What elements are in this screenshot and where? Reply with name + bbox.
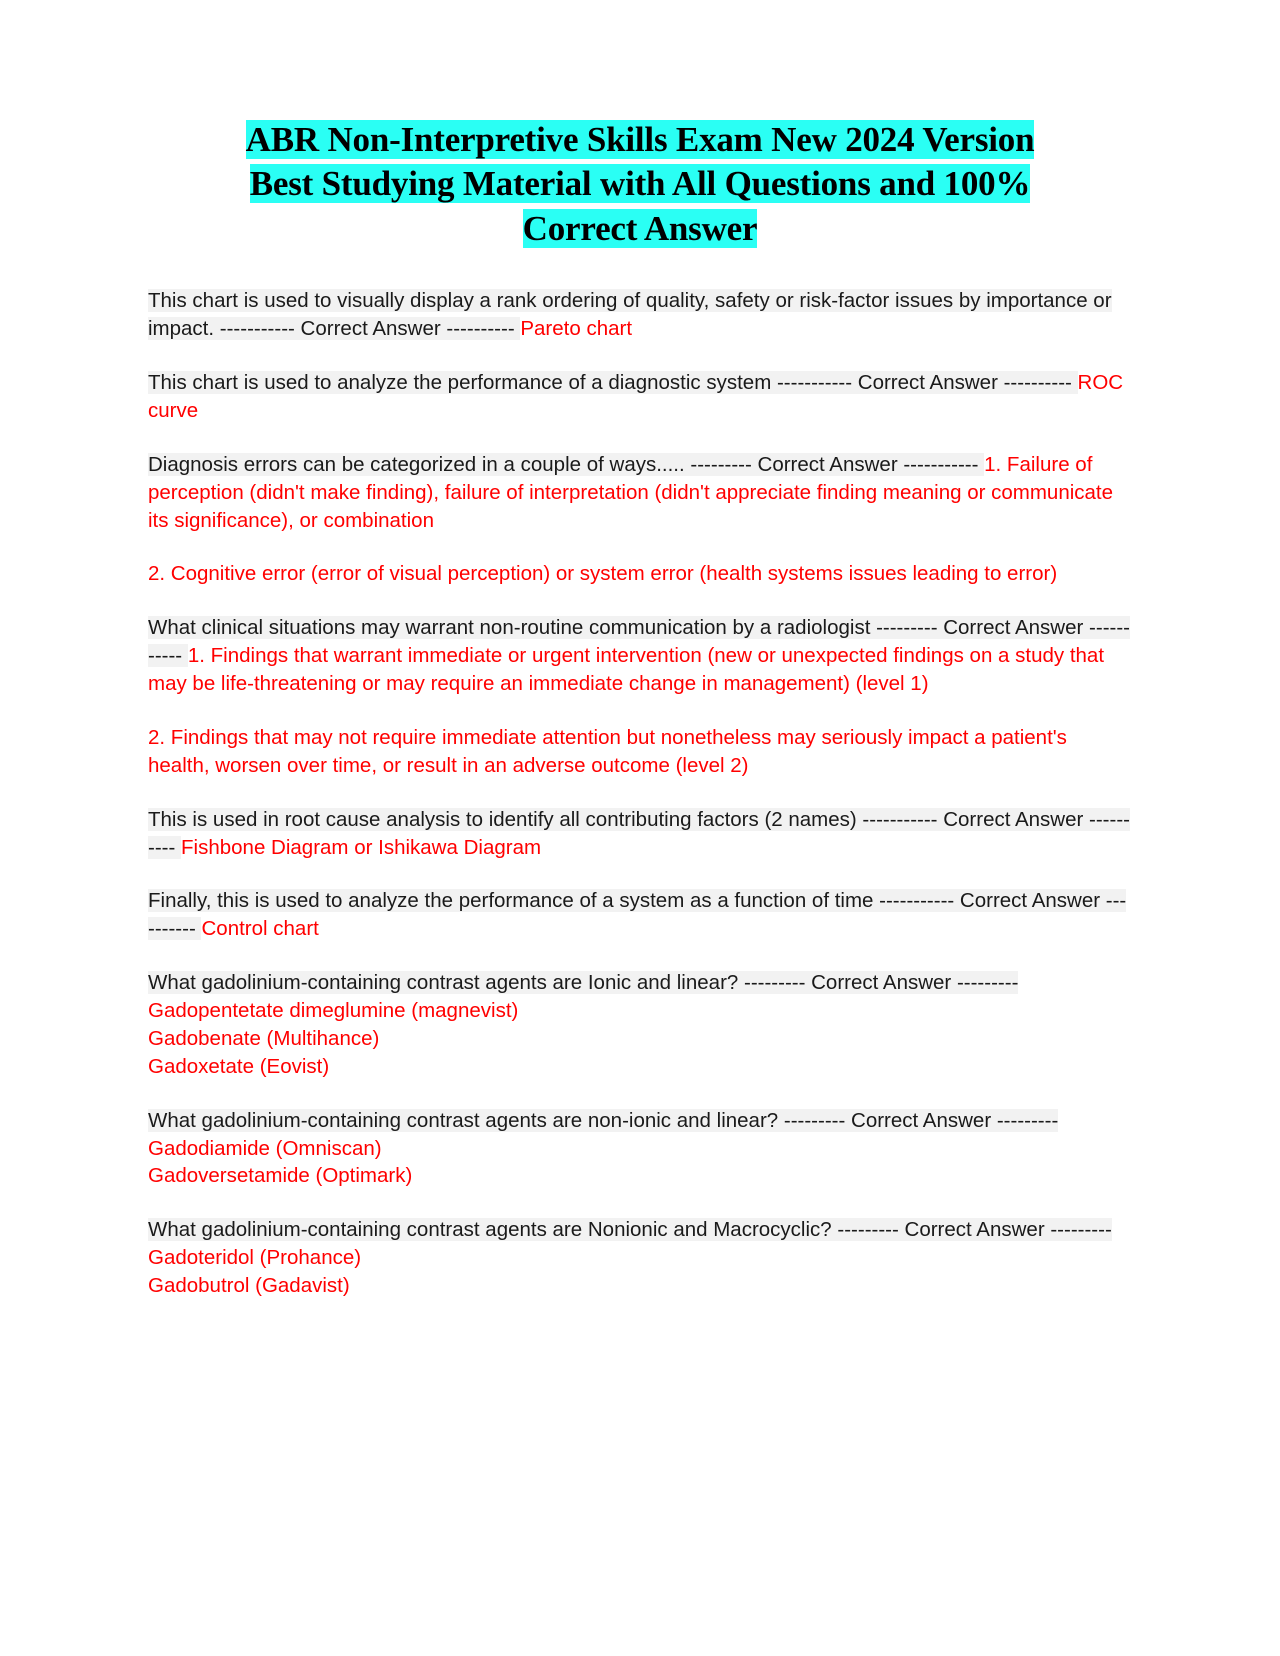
answer-text: Control chart [201, 917, 319, 941]
question-text: What gadolinium-containing contrast agents are non-ionic and linear? --------- Correct Answer --------- [148, 1108, 1059, 1132]
qa-block [148, 287, 1132, 343]
answer-text: Gadodiamide (Omniscan) [148, 1136, 382, 1160]
question-text: This is used in root cause analysis to identify all contributing factors (2 names) ----------- Correct Answer ---------- [148, 807, 1130, 859]
answer-text: Gadoteridol (Prohance) [148, 1246, 362, 1270]
answer-extra-line: Gadobutrol (Gadavist) [148, 1274, 350, 1298]
question-text: Diagnosis errors can be categorized in a couple of ways..... --------- Correct Answer ----------- [148, 452, 985, 476]
question-text: This chart is used to analyze the performance of a diagnostic system ----------- Correct Answer ---------- [148, 371, 1078, 395]
answer-text: Fishbone Diagram or Ishikawa Diagram [181, 835, 542, 859]
answer-text: 2. Findings that may not require immediate attention but nonetheless may seriously impact a patient's health, worsen over time, or result in an adverse outcome (level 2) [148, 725, 1067, 777]
qa-block [148, 806, 1132, 862]
qa-block [148, 560, 1132, 588]
qa-block [148, 1107, 1132, 1191]
question-text: What gadolinium-containing contrast agents are Nonionic and Macrocyclic? --------- Correct Answer --------- [148, 1218, 1112, 1242]
qa-block [148, 614, 1132, 698]
page-title-line-1: ABR Non-Interpretive Skills Exam New 2024 Version [245, 120, 1035, 159]
answer-extra-line: Gadoversetamide (Optimark) [148, 1164, 413, 1188]
answer-text: ROC curve [148, 371, 1124, 422]
question-text: What gadolinium-containing contrast agents are Ionic and linear? --------- Correct Answer --------- [148, 971, 1019, 995]
answer-text: Pareto chart [520, 317, 633, 341]
qa-block [148, 369, 1132, 425]
qa-block [148, 724, 1132, 780]
question-text: What clinical situations may warrant non-routine communication by a radiologist --------- Correct Answer ----------- [148, 616, 1130, 668]
page-title-line-2: Best Studying Material with All Questions and 100% [249, 164, 1031, 204]
answer-text: 1. Failure of perception (didn't make finding), failure of interpretation (didn't appreciate finding meaning or communicate its significance), or combination [148, 452, 1114, 532]
question-text: Finally, this is used to analyze the performance of a system as a function of time ----------- Correct Answer ---------- [148, 889, 1127, 941]
answer-text: 2. Cognitive error (error of visual perception) or system error (health systems issues leading to error) [148, 562, 1058, 586]
answer-text: 1. Findings that warrant immediate or urgent intervention (new or unexpected findings on a study that may be life-threatening or may require an immediate change in management) (level 1) [148, 644, 1105, 696]
answer-extra-line: Gadoxetate (Eovist) [148, 1054, 330, 1078]
qa-block [148, 887, 1132, 943]
answer-text: Gadopentetate dimeglumine (magnevist) [148, 999, 519, 1023]
qa-block [148, 969, 1132, 1081]
answer-extra-line: Gadobenate (Multihance) [148, 1026, 380, 1050]
qa-block [148, 451, 1132, 535]
question-text: This chart is used to visually display a rank ordering of quality, safety or risk-factor issues by importance or impact. ----------- Correct Answer ---------- [148, 289, 1112, 341]
page-title-line-3: Correct Answer [522, 208, 758, 248]
qa-block [148, 1216, 1132, 1300]
page-title [148, 118, 1132, 251]
